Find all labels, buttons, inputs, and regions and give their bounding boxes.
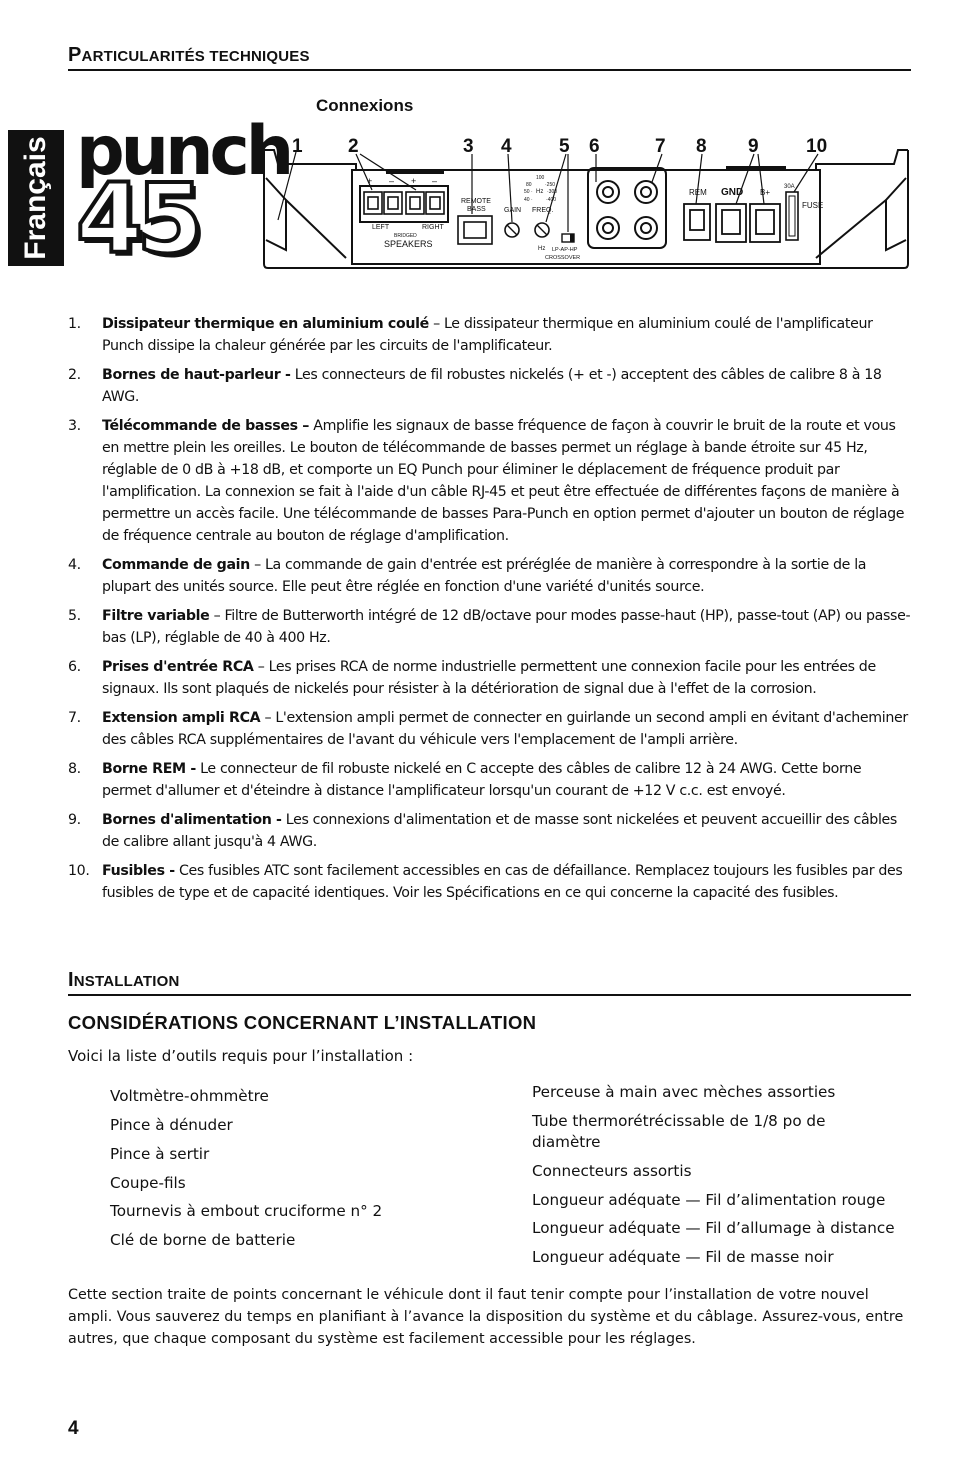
tool-item: Coupe-fils (110, 1174, 186, 1192)
label-bass: BASS (467, 206, 486, 213)
feature-text: Ces fusibles ATC sont facilement accessibles en cas de défaillance. Remplacez toujours les fusibles par des fusibles de type et de capacité identiques. Voir les Spécifications en ce qui concerne la capacité des fusibles. (102, 863, 903, 901)
tools-list-left (110, 1087, 510, 1257)
callout-9: 9 (748, 136, 759, 157)
label-freq: FREQ. (532, 207, 554, 214)
feature-item (68, 415, 911, 547)
feature-number: 9. (68, 812, 81, 828)
label-remote: REMOTE (461, 198, 491, 205)
features-list (68, 313, 911, 911)
feature-number: 6. (68, 659, 81, 675)
diagram-label: Connexions (316, 96, 414, 115)
callout-7: 7 (655, 136, 666, 157)
feature-item (68, 758, 911, 802)
tool-item: Pince à sertir (110, 1145, 210, 1163)
label-plus-left: + (367, 176, 373, 186)
page-number: 4 (68, 1418, 79, 1439)
label-hz-300: ·300 (547, 189, 558, 195)
feature-number: 8. (68, 761, 81, 777)
tools-intro: Voici la liste d’outils requis pour l’installation : (68, 1047, 414, 1065)
label-hz-100: 100 (536, 175, 545, 181)
feature-term: Prises d'entrée RCA (102, 659, 254, 675)
feature-text: Les connecteurs de fil robustes nickelés (+ et -) acceptent des câbles de calibre 8 à 18 AWG. (102, 367, 882, 405)
tool-item: Longueur adéquate — Fil de masse noir (532, 1248, 834, 1266)
callout-1: 1 (292, 136, 303, 157)
title-rest: NSTALLATION (73, 973, 180, 990)
feature-text: Amplifie les signaux de basse fréquence de façon à couvrir le bruit de la route et vous en mettre plein les oreilles. Le bouton de télécommande de basses permet un réglage à bande étroite sur 45 Hz, réglable de 0 dB à +18 dB, et comporte un EQ Punch pour éliminer le déplacement de fréquence produit par l'amplification. La connexion se fait à l'aide d'un câble RJ-45 et peut être effectuée de différentes façons de manière à permettre un accès facile. Une télécommande de basses Para-Punch en option permet d'ajouter un bouton de réglage de fréquence centrale au bouton de réglage d'amplification. (102, 418, 905, 544)
feature-item (68, 656, 911, 700)
feature-number: 1. (68, 316, 81, 332)
feature-item (68, 313, 911, 357)
label-bplus: B+ (760, 188, 771, 197)
label-hz-250: ·250 (545, 182, 556, 188)
feature-term: Dissipateur thermique en aluminium coulé (102, 316, 429, 332)
callout-5: 5 (559, 136, 570, 157)
tool-item: Perceuse à main avec mèches assorties (532, 1083, 836, 1101)
label-crossover: CROSSOVER (545, 255, 581, 261)
label-hz-50: 50 · (524, 189, 533, 195)
callout-10: 10 (806, 136, 828, 157)
feature-text: – Filtre de Butterworth intégré de 12 dB/octave pour modes passe-haut (HP), passe-tout (AP) ou passe-bas (LP), réglable de 40 à 400 Hz. (102, 608, 911, 646)
feature-term: Bornes de haut-parleur - (102, 367, 291, 383)
callout-8: 8 (696, 136, 707, 157)
tools-list-right (532, 1083, 912, 1268)
feature-term: Bornes d'alimentation - (102, 812, 282, 828)
label-gain: GAIN (504, 207, 522, 214)
label-hz-bottom: Hz (538, 246, 546, 252)
tool-item: Tournevis à embout cruciforme n° 2 (110, 1202, 383, 1220)
label-left: LEFT (372, 224, 390, 231)
label-speakers: SPEAKERS (384, 239, 433, 249)
logo-line-45: 45 (76, 162, 198, 275)
section-title-installation (68, 969, 180, 992)
feature-term: Fusibles - (102, 863, 175, 879)
installation-paragraph: Cette section traite de points concernant le véhicule dont il faut tenir compte pour l’installation de votre nouvel ampli. Vous sauverez du temps en planifiant à l’avance la disposition du système et du câblage. Assurez-vous, entre autres, que chaque composant du système est facilement accessible pour les réglages. (68, 1287, 904, 1347)
feature-number: 5. (68, 608, 81, 624)
label-right: RIGHT (422, 224, 444, 231)
feature-term: Commande de gain (102, 557, 250, 573)
feature-item (68, 809, 911, 853)
tool-item: Tube thermorétrécissable de 1/8 po de (532, 1112, 826, 1130)
feature-item (68, 605, 911, 649)
feature-term: Télécommande de basses – (102, 418, 310, 434)
feature-number: 4. (68, 557, 81, 573)
feature-text: – L'extension ampli permet de connecter en guirlande un second ampli en évitant d'acheminer des câbles RCA supplémentaires de l'avant du véhicule vers l'emplacement de l'ampli arrière. (102, 710, 908, 748)
tool-item: Longueur adéquate — Fil d’allumage à distance (532, 1219, 895, 1237)
feature-text: – La commande de gain d'entrée est préréglée de manière à correspondre à la sortie de la plupart des unités source. Elle peut être réglée en fonction d'une variété d'unités source. (102, 557, 867, 595)
label-hz-400: ·400 (546, 197, 557, 203)
feature-number: 3. (68, 418, 81, 434)
tool-item: Clé de borne de batterie (110, 1231, 296, 1249)
label-hz-unit: Hz (536, 189, 544, 195)
feature-term: Extension ampli RCA (102, 710, 261, 726)
label-30a: 30A (784, 184, 795, 190)
label-hz-40: 40 · (524, 197, 533, 203)
section-title-particularites (68, 44, 310, 67)
feature-text: Les connexions d'alimentation et de masse sont nickelées et peuvent accueillir des câbles de calibre allant jusqu'à 4 AWG. (102, 812, 897, 850)
label-gnd: GND (721, 187, 744, 198)
feature-number: 10. (68, 863, 90, 879)
language-tab-label: Français (19, 136, 52, 260)
feature-text: – Les prises RCA de norme industrielle permettent une connexion facile pour les entrées de signaux. Ils sont plaqués de nickelés pour résister à la détérioration de signal due à l'effet de la corrosion. (102, 659, 876, 697)
label-minus-right: – (432, 176, 438, 186)
installation-subhead: CONSIDÉRATIONS CONCERNANT L’INSTALLATION (68, 1012, 537, 1033)
installation-rule (68, 994, 911, 996)
tool-item: Longueur adéquate — Fil d’alimentation rouge (532, 1191, 886, 1209)
tool-item: Pince à dénuder (110, 1116, 233, 1134)
header-rule (68, 69, 911, 71)
feature-number: 2. (68, 367, 81, 383)
feature-item (68, 554, 911, 598)
tool-item: Connecteurs assortis (532, 1162, 692, 1180)
label-lp-ap-hp: LP-AP-HP (552, 247, 578, 253)
label-rem: REM (689, 188, 707, 197)
label-bridged: BRIDGED (394, 233, 417, 239)
callout-3: 3 (463, 136, 474, 157)
feature-number: 7. (68, 710, 81, 726)
callout-2: 2 (348, 136, 359, 157)
callout-4: 4 (501, 136, 512, 157)
title-initial: P (68, 44, 82, 66)
label-plus-right: + (411, 176, 417, 186)
label-hz-80: 80 (526, 182, 532, 188)
language-tab (8, 130, 64, 266)
label-fuse: FUSE (802, 201, 824, 210)
feature-term: Borne REM - (102, 761, 196, 777)
feature-item (68, 707, 911, 751)
callout-6: 6 (589, 136, 600, 157)
title-rest: ARTICULARITÉS TECHNIQUES (81, 48, 310, 65)
label-minus-left: – (389, 176, 395, 186)
tool-item: Voltmètre-ohmmètre (110, 1087, 269, 1105)
feature-item (68, 364, 911, 408)
logo-line-punch: punch (76, 112, 291, 191)
feature-term: Filtre variable (102, 608, 210, 624)
tool-item-continued: diamètre (532, 1133, 601, 1151)
feature-item (68, 860, 911, 904)
amplifier-connections-diagram (256, 130, 918, 276)
feature-text: – Le dissipateur thermique en aluminium coulé de l'amplificateur Punch dissipe la chaleur générée par les circuits de l'amplificateur. (102, 316, 873, 354)
feature-text: Le connecteur de fil robuste nickelé en C accepte des câbles de calibre 12 à 24 AWG. Cette borne permet d'allumer et d'éteindre à distance l'amplificateur lorsqu'un courant de +12 V c.c. est envoyé. (102, 761, 862, 799)
title-initial: I (68, 969, 74, 991)
